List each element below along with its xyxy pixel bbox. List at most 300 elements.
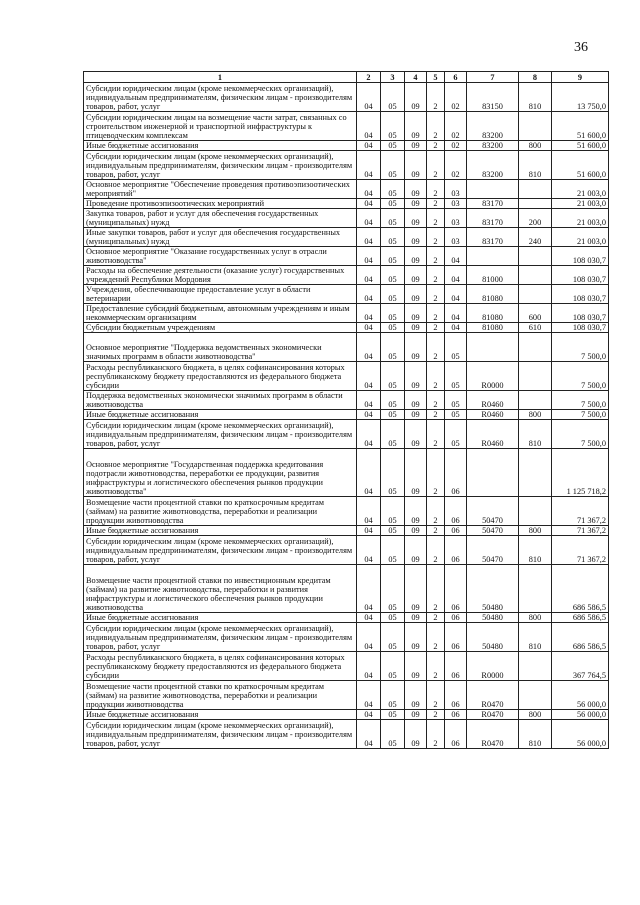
- code-sub: 2: [427, 112, 445, 141]
- code-sub: 2: [427, 304, 445, 323]
- column-header: 9: [552, 72, 609, 83]
- code-pr: 09: [405, 228, 427, 247]
- code-direction: 83150: [467, 83, 519, 112]
- code-gr: 04: [357, 228, 381, 247]
- code-rz: 05: [381, 565, 405, 613]
- row-name: Поддержка ведомственных экономически значимых программ в области животноводства: [84, 391, 357, 410]
- code-sub: 2: [427, 526, 445, 536]
- row-sum: 51 600,0: [552, 112, 609, 141]
- code-gr: 04: [357, 497, 381, 526]
- code-rz: 05: [381, 151, 405, 180]
- code-expense-type: 800: [519, 613, 552, 623]
- table-row: [84, 623, 609, 652]
- table-body: [84, 83, 609, 749]
- row-sum: 51 600,0: [552, 141, 609, 151]
- row-name: Субсидии бюджетным учреждениям: [84, 323, 357, 333]
- code-gr: 04: [357, 449, 381, 497]
- code-event: 04: [445, 266, 467, 285]
- row-name: Субсидии юридическим лицам (кроме некоммерческих организаций), индивидуальным предпринимателям, физическим лицам - производителям товаров, работ, услуг: [84, 720, 357, 749]
- code-rz: 05: [381, 141, 405, 151]
- code-expense-type: 810: [519, 720, 552, 749]
- code-expense-type: 800: [519, 410, 552, 420]
- row-name: Субсидии юридическим лицам (кроме некоммерческих организаций), индивидуальным предпринимателям, физическим лицам - производителям товаров, работ, услуг: [84, 83, 357, 112]
- row-name: Возмещение части процентной ставки по краткосрочным кредитам (займам) на развитие животноводства, переработки и реализации продукции животноводства: [84, 681, 357, 710]
- code-expense-type: [519, 449, 552, 497]
- row-name: Иные бюджетные ассигнования: [84, 710, 357, 720]
- code-pr: 09: [405, 497, 427, 526]
- code-direction: R0470: [467, 720, 519, 749]
- code-sub: 2: [427, 681, 445, 710]
- code-rz: 05: [381, 410, 405, 420]
- code-gr: 04: [357, 323, 381, 333]
- table-row: [84, 362, 609, 391]
- code-rz: 05: [381, 613, 405, 623]
- code-expense-type: 810: [519, 151, 552, 180]
- code-gr: 04: [357, 180, 381, 199]
- code-rz: 05: [381, 710, 405, 720]
- code-pr: 09: [405, 180, 427, 199]
- code-expense-type: [519, 333, 552, 362]
- code-pr: 09: [405, 141, 427, 151]
- code-expense-type: 610: [519, 323, 552, 333]
- row-sum: 686 586,5: [552, 623, 609, 652]
- code-event: 06: [445, 449, 467, 497]
- code-event: 03: [445, 228, 467, 247]
- code-pr: 09: [405, 285, 427, 304]
- row-name: Иные закупки товаров, работ и услуг для обеспечения государственных (муниципальных) нужд: [84, 228, 357, 247]
- row-sum: 108 030,7: [552, 304, 609, 323]
- code-gr: 04: [357, 420, 381, 449]
- code-event: 05: [445, 333, 467, 362]
- row-name: Иные бюджетные ассигнования: [84, 410, 357, 420]
- code-direction: [467, 333, 519, 362]
- code-event: 04: [445, 304, 467, 323]
- code-expense-type: [519, 247, 552, 266]
- code-event: 06: [445, 526, 467, 536]
- row-sum: 7 500,0: [552, 333, 609, 362]
- code-sub: 2: [427, 710, 445, 720]
- code-rz: 05: [381, 623, 405, 652]
- row-name: Иные бюджетные ассигнования: [84, 141, 357, 151]
- code-gr: 04: [357, 710, 381, 720]
- code-pr: 09: [405, 333, 427, 362]
- code-event: 06: [445, 623, 467, 652]
- code-sub: 2: [427, 362, 445, 391]
- code-sub: 2: [427, 266, 445, 285]
- code-direction: 83200: [467, 151, 519, 180]
- code-rz: 05: [381, 304, 405, 323]
- table-row: [84, 247, 609, 266]
- code-gr: 04: [357, 141, 381, 151]
- code-sub: 2: [427, 613, 445, 623]
- code-rz: 05: [381, 497, 405, 526]
- table-row: [84, 141, 609, 151]
- code-expense-type: [519, 497, 552, 526]
- code-sub: 2: [427, 141, 445, 151]
- code-event: 04: [445, 285, 467, 304]
- code-rz: 05: [381, 449, 405, 497]
- code-pr: 09: [405, 720, 427, 749]
- code-pr: 09: [405, 681, 427, 710]
- code-rz: 05: [381, 681, 405, 710]
- code-expense-type: [519, 285, 552, 304]
- code-pr: 09: [405, 266, 427, 285]
- row-name: Предоставление субсидий бюджетным, автономным учреждениям и иным некоммерческим организациям: [84, 304, 357, 323]
- code-event: 05: [445, 410, 467, 420]
- code-expense-type: [519, 565, 552, 613]
- row-name: Закупка товаров, работ и услуг для обеспечения государственных (муниципальных) нужд: [84, 209, 357, 228]
- code-pr: 09: [405, 410, 427, 420]
- code-rz: 05: [381, 536, 405, 565]
- code-expense-type: 800: [519, 710, 552, 720]
- table-row: [84, 209, 609, 228]
- table-row: [84, 420, 609, 449]
- code-gr: 04: [357, 199, 381, 209]
- code-event: 05: [445, 362, 467, 391]
- table-row: [84, 720, 609, 749]
- code-sub: 2: [427, 247, 445, 266]
- table-row: [84, 410, 609, 420]
- code-rz: 05: [381, 228, 405, 247]
- column-header: 6: [445, 72, 467, 83]
- code-expense-type: [519, 199, 552, 209]
- code-direction: 83170: [467, 209, 519, 228]
- code-expense-type: [519, 266, 552, 285]
- code-gr: 04: [357, 304, 381, 323]
- row-name: Субсидии юридическим лицам на возмещение части затрат, связанных со строительством инженерной и транспортной инфраструктуры к птицеводческим комплексам: [84, 112, 357, 141]
- code-sub: 2: [427, 323, 445, 333]
- page-number: 36: [574, 40, 588, 55]
- code-event: 06: [445, 652, 467, 681]
- code-direction: 81080: [467, 304, 519, 323]
- column-header: 3: [381, 72, 405, 83]
- code-rz: 05: [381, 199, 405, 209]
- code-event: 06: [445, 710, 467, 720]
- row-name: Возмещение части процентной ставки по инвестиционным кредитам (займам) на развитие животноводства, переработки и развития инфраструктуры и логистического обеспечения рынков продукции животноводства: [84, 565, 357, 613]
- code-direction: 83200: [467, 141, 519, 151]
- row-sum: 71 367,2: [552, 526, 609, 536]
- code-sub: 2: [427, 333, 445, 362]
- row-name: Иные бюджетные ассигнования: [84, 526, 357, 536]
- code-sub: 2: [427, 180, 445, 199]
- code-event: 05: [445, 420, 467, 449]
- table-header-row: [84, 72, 609, 83]
- code-event: 06: [445, 536, 467, 565]
- code-direction: R0460: [467, 420, 519, 449]
- code-expense-type: 800: [519, 526, 552, 536]
- code-gr: 04: [357, 391, 381, 410]
- table-row: [84, 266, 609, 285]
- code-gr: 04: [357, 285, 381, 304]
- code-expense-type: 810: [519, 420, 552, 449]
- code-sub: 2: [427, 83, 445, 112]
- code-direction: [467, 247, 519, 266]
- code-sub: 2: [427, 623, 445, 652]
- table-row: [84, 449, 609, 497]
- row-sum: 108 030,7: [552, 266, 609, 285]
- code-direction: 81080: [467, 285, 519, 304]
- table-row: [84, 652, 609, 681]
- code-pr: 09: [405, 151, 427, 180]
- code-gr: 04: [357, 247, 381, 266]
- row-name: Расходы на обеспечение деятельности (оказание услуг) государственных учреждений Республики Мордовия: [84, 266, 357, 285]
- code-direction: 81080: [467, 323, 519, 333]
- code-rz: 05: [381, 333, 405, 362]
- code-sub: 2: [427, 151, 445, 180]
- code-pr: 09: [405, 536, 427, 565]
- code-direction: 83170: [467, 199, 519, 209]
- code-direction: R0000: [467, 652, 519, 681]
- code-pr: 09: [405, 652, 427, 681]
- code-gr: 04: [357, 526, 381, 536]
- code-event: 02: [445, 112, 467, 141]
- code-rz: 05: [381, 180, 405, 199]
- table-row: [84, 536, 609, 565]
- row-sum: 108 030,7: [552, 285, 609, 304]
- row-name: Расходы республиканского бюджета, в целях софинансирования которых республиканскому бюджету предоставляются из федерального бюджета субсидии: [84, 362, 357, 391]
- row-name: Расходы республиканского бюджета, в целях софинансирования которых республиканскому бюджету предоставляются из федерального бюджета субсидии: [84, 652, 357, 681]
- code-expense-type: 810: [519, 83, 552, 112]
- table-row: [84, 710, 609, 720]
- code-pr: 09: [405, 710, 427, 720]
- table-row: [84, 83, 609, 112]
- code-gr: 04: [357, 613, 381, 623]
- code-gr: 04: [357, 652, 381, 681]
- table-row: [84, 497, 609, 526]
- table-row: [84, 333, 609, 362]
- code-rz: 05: [381, 323, 405, 333]
- row-sum: 7 500,0: [552, 362, 609, 391]
- code-sub: 2: [427, 209, 445, 228]
- row-name: Основное мероприятие "Обеспечение проведения противоэпизоотических мероприятий": [84, 180, 357, 199]
- code-gr: 04: [357, 83, 381, 112]
- code-rz: 05: [381, 420, 405, 449]
- code-pr: 09: [405, 304, 427, 323]
- code-sub: 2: [427, 410, 445, 420]
- code-pr: 09: [405, 362, 427, 391]
- row-sum: 13 750,0: [552, 83, 609, 112]
- code-gr: 04: [357, 333, 381, 362]
- code-pr: 09: [405, 247, 427, 266]
- code-direction: 50470: [467, 526, 519, 536]
- table-row: [84, 681, 609, 710]
- code-expense-type: [519, 681, 552, 710]
- code-expense-type: 600: [519, 304, 552, 323]
- row-sum: 21 003,0: [552, 209, 609, 228]
- code-expense-type: [519, 180, 552, 199]
- code-event: 04: [445, 323, 467, 333]
- code-gr: 04: [357, 410, 381, 420]
- code-rz: 05: [381, 285, 405, 304]
- code-rz: 05: [381, 391, 405, 410]
- code-pr: 09: [405, 565, 427, 613]
- row-name: Основное мероприятие "Оказание государственных услуг в отрасли животноводства": [84, 247, 357, 266]
- code-rz: 05: [381, 362, 405, 391]
- code-pr: 09: [405, 112, 427, 141]
- code-event: 06: [445, 497, 467, 526]
- code-gr: 04: [357, 720, 381, 749]
- code-event: 06: [445, 681, 467, 710]
- code-gr: 04: [357, 536, 381, 565]
- row-sum: 7 500,0: [552, 410, 609, 420]
- row-sum: 1 125 718,2: [552, 449, 609, 497]
- row-name: Субсидии юридическим лицам (кроме некоммерческих организаций), индивидуальным предпринимателям, физическим лицам - производителям товаров, работ, услуг: [84, 151, 357, 180]
- code-event: 05: [445, 391, 467, 410]
- code-gr: 04: [357, 112, 381, 141]
- code-direction: 50480: [467, 613, 519, 623]
- code-rz: 05: [381, 83, 405, 112]
- code-expense-type: 810: [519, 623, 552, 652]
- code-pr: 09: [405, 323, 427, 333]
- code-sub: 2: [427, 391, 445, 410]
- table-row: [84, 391, 609, 410]
- table-row: [84, 112, 609, 141]
- code-gr: 04: [357, 623, 381, 652]
- code-rz: 05: [381, 247, 405, 266]
- code-rz: 05: [381, 209, 405, 228]
- row-name: Иные бюджетные ассигнования: [84, 613, 357, 623]
- table-row: [84, 323, 609, 333]
- code-sub: 2: [427, 449, 445, 497]
- code-expense-type: [519, 391, 552, 410]
- row-sum: 56 000,0: [552, 720, 609, 749]
- code-direction: 50470: [467, 497, 519, 526]
- code-direction: 83170: [467, 228, 519, 247]
- row-sum: 71 367,2: [552, 536, 609, 565]
- row-sum: 108 030,7: [552, 323, 609, 333]
- code-pr: 09: [405, 83, 427, 112]
- row-sum: 7 500,0: [552, 391, 609, 410]
- table-row: [84, 180, 609, 199]
- code-expense-type: 800: [519, 141, 552, 151]
- code-pr: 09: [405, 209, 427, 228]
- code-gr: 04: [357, 151, 381, 180]
- code-expense-type: [519, 362, 552, 391]
- code-sub: 2: [427, 199, 445, 209]
- code-direction: 50480: [467, 623, 519, 652]
- column-header: 1: [84, 72, 357, 83]
- table-row: [84, 285, 609, 304]
- row-sum: 108 030,7: [552, 247, 609, 266]
- code-event: 02: [445, 151, 467, 180]
- row-sum: 51 600,0: [552, 151, 609, 180]
- code-event: 04: [445, 247, 467, 266]
- code-direction: R0460: [467, 410, 519, 420]
- row-sum: 56 000,0: [552, 710, 609, 720]
- code-sub: 2: [427, 565, 445, 613]
- row-name: Субсидии юридическим лицам (кроме некоммерческих организаций), индивидуальным предпринимателям, физическим лицам - производителям товаров, работ, услуг: [84, 623, 357, 652]
- code-rz: 05: [381, 266, 405, 285]
- row-sum: 686 586,5: [552, 565, 609, 613]
- code-pr: 09: [405, 449, 427, 497]
- column-header: 8: [519, 72, 552, 83]
- code-pr: 09: [405, 199, 427, 209]
- code-expense-type: [519, 112, 552, 141]
- code-event: 03: [445, 180, 467, 199]
- code-rz: 05: [381, 112, 405, 141]
- table-row: [84, 151, 609, 180]
- code-event: 02: [445, 141, 467, 151]
- code-direction: R0470: [467, 710, 519, 720]
- code-direction: R0460: [467, 391, 519, 410]
- code-expense-type: 240: [519, 228, 552, 247]
- column-header: 2: [357, 72, 381, 83]
- row-name: Основное мероприятие "Государственная поддержка кредитования подотрасли животноводства, переработки ее продукции, развития инфраструктуры и логистического обеспечения рынков продукции животноводства": [84, 449, 357, 497]
- code-sub: 2: [427, 228, 445, 247]
- table-row: [84, 526, 609, 536]
- code-event: 06: [445, 613, 467, 623]
- row-name: Учреждения, обеспечивающие предоставление услуг в области ветеринарии: [84, 285, 357, 304]
- row-sum: 21 003,0: [552, 180, 609, 199]
- row-sum: 367 764,5: [552, 652, 609, 681]
- row-name: Проведение противоэпизоотических мероприятий: [84, 199, 357, 209]
- code-direction: 83200: [467, 112, 519, 141]
- table-row: [84, 304, 609, 323]
- budget-table: [83, 71, 609, 749]
- column-header: 4: [405, 72, 427, 83]
- code-direction: 50480: [467, 565, 519, 613]
- row-sum: 7 500,0: [552, 420, 609, 449]
- column-header: 5: [427, 72, 445, 83]
- column-header: 7: [467, 72, 519, 83]
- row-sum: 56 000,0: [552, 681, 609, 710]
- code-pr: 09: [405, 623, 427, 652]
- row-sum: 21 003,0: [552, 199, 609, 209]
- table-row: [84, 199, 609, 209]
- code-sub: 2: [427, 497, 445, 526]
- code-expense-type: 810: [519, 536, 552, 565]
- code-expense-type: 200: [519, 209, 552, 228]
- code-direction: R0470: [467, 681, 519, 710]
- code-direction: [467, 180, 519, 199]
- table-row: [84, 565, 609, 613]
- code-pr: 09: [405, 526, 427, 536]
- row-sum: 686 586,5: [552, 613, 609, 623]
- code-sub: 2: [427, 720, 445, 749]
- code-rz: 05: [381, 526, 405, 536]
- code-rz: 05: [381, 720, 405, 749]
- code-expense-type: [519, 652, 552, 681]
- row-sum: 21 003,0: [552, 228, 609, 247]
- code-event: 03: [445, 209, 467, 228]
- row-name: Основное мероприятие "Поддержка ведомственных экономически значимых программ в области животноводства": [84, 333, 357, 362]
- code-sub: 2: [427, 536, 445, 565]
- code-event: 06: [445, 565, 467, 613]
- row-name: Субсидии юридическим лицам (кроме некоммерческих организаций), индивидуальным предпринимателям, физическим лицам - производителям товаров, работ, услуг: [84, 536, 357, 565]
- row-sum: 71 367,2: [552, 497, 609, 526]
- code-pr: 09: [405, 391, 427, 410]
- code-direction: 81000: [467, 266, 519, 285]
- row-name: Субсидии юридическим лицам (кроме некоммерческих организаций), индивидуальным предпринимателям, физическим лицам - производителям товаров, работ, услуг: [84, 420, 357, 449]
- code-event: 03: [445, 199, 467, 209]
- code-sub: 2: [427, 285, 445, 304]
- row-name: Возмещение части процентной ставки по краткосрочным кредитам (займам) на развитие животноводства, переработки и реализации продукции животноводства: [84, 497, 357, 526]
- table-row: [84, 613, 609, 623]
- code-sub: 2: [427, 652, 445, 681]
- code-gr: 04: [357, 681, 381, 710]
- code-gr: 04: [357, 362, 381, 391]
- code-direction: [467, 449, 519, 497]
- code-direction: 50470: [467, 536, 519, 565]
- code-event: 06: [445, 720, 467, 749]
- code-pr: 09: [405, 613, 427, 623]
- code-direction: R0000: [467, 362, 519, 391]
- code-rz: 05: [381, 652, 405, 681]
- code-gr: 04: [357, 209, 381, 228]
- code-gr: 04: [357, 565, 381, 613]
- code-gr: 04: [357, 266, 381, 285]
- code-event: 02: [445, 83, 467, 112]
